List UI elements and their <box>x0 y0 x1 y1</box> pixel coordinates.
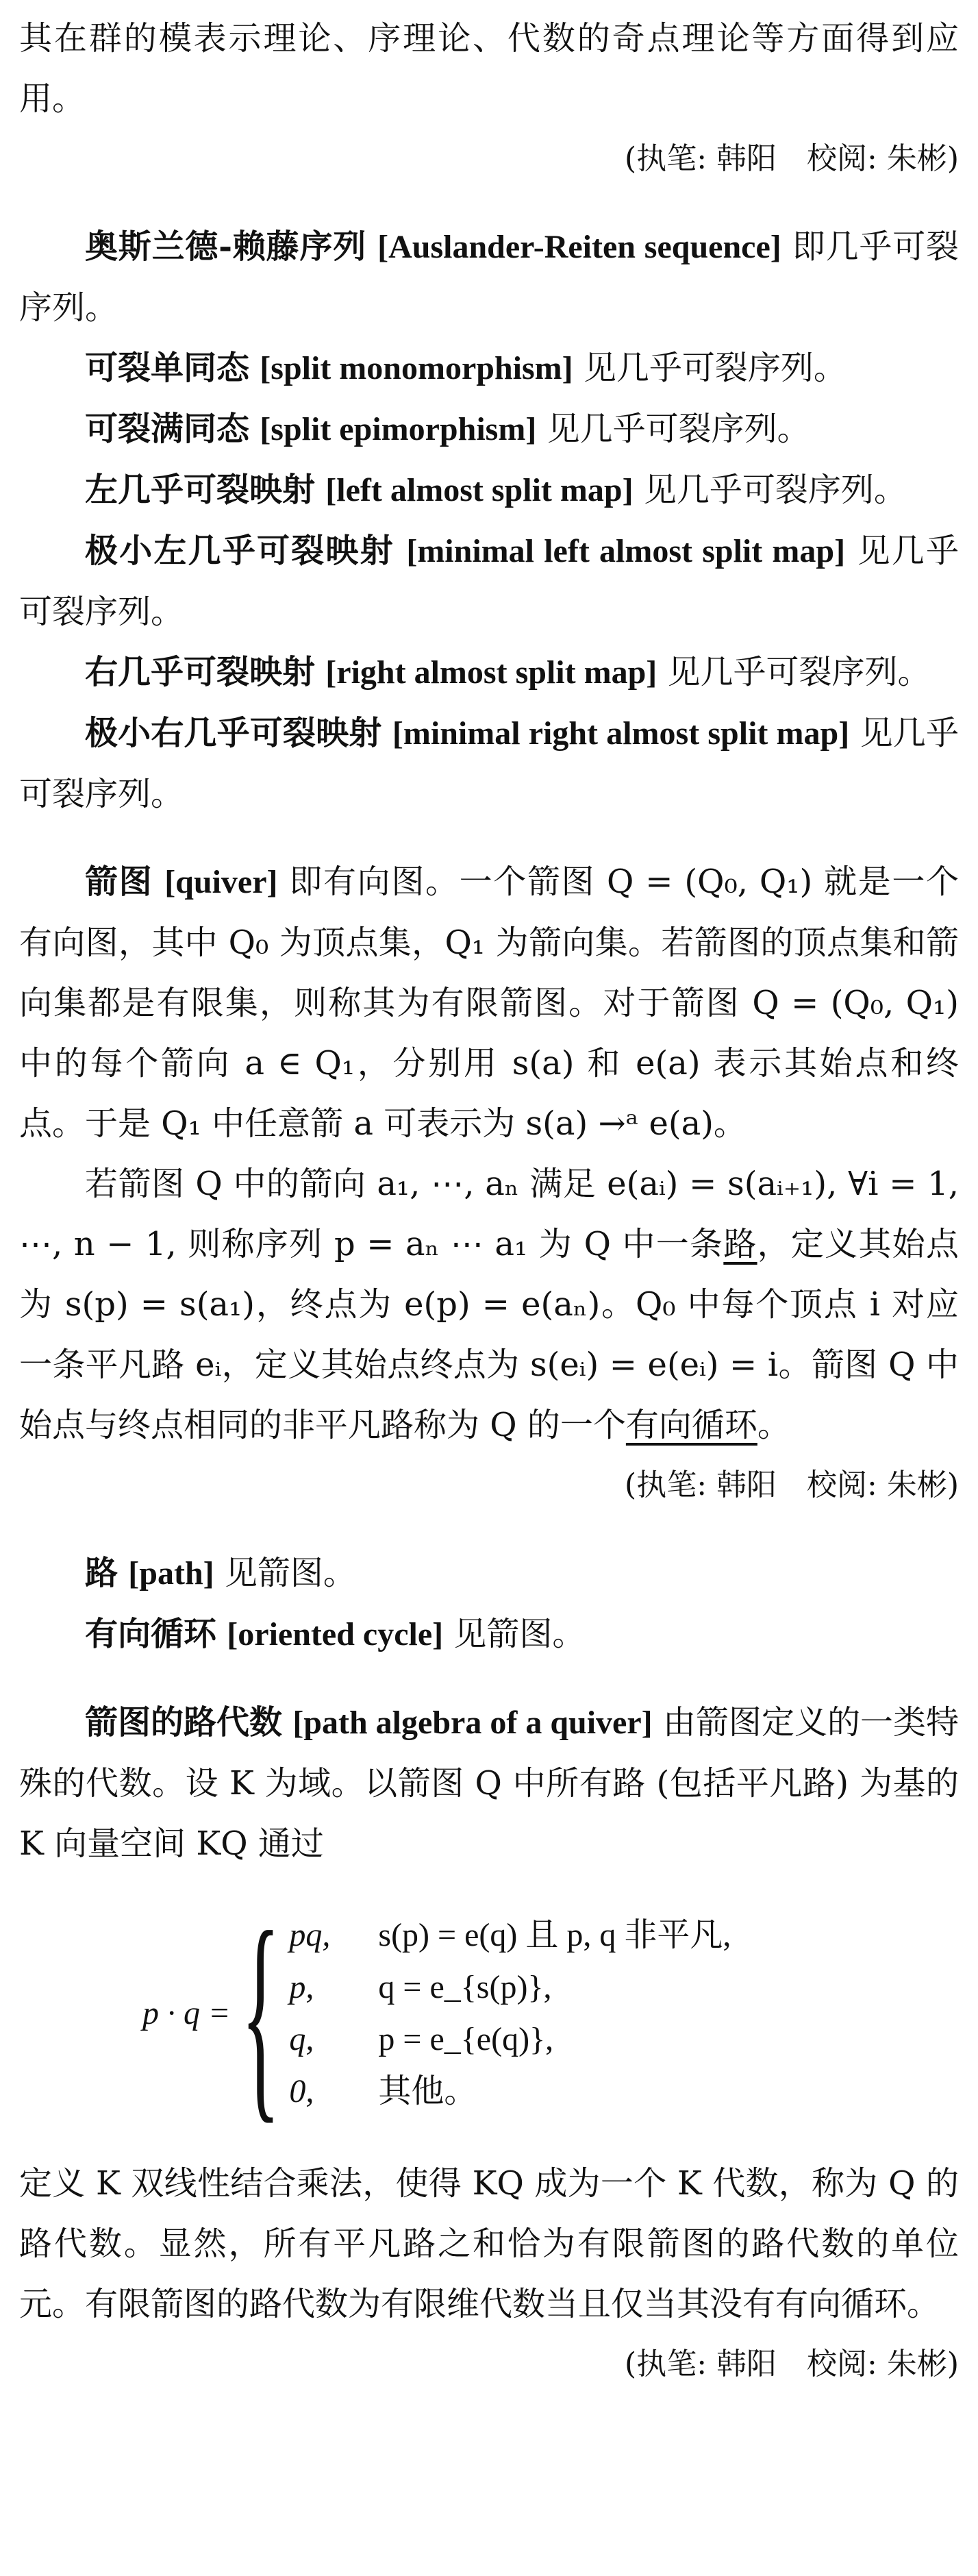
spacer <box>19 824 959 852</box>
entry-right-almost-split: 右几乎可裂映射 [right almost split map] 见几乎可裂序列。 <box>85 653 931 691</box>
path-algebra-paragraph-1: 箭图的路代数 [path algebra of a quiver] 由箭图定义的一类特殊的代数。设 K 为域。以箭图 Q 中所有路 (包括平凡路) 为基的 K 向量空间 KQ 通过 <box>19 1703 959 1863</box>
case-row: p, q = e_{s(p)}, <box>289 1969 552 2005</box>
formula-cases <box>289 1909 731 2118</box>
entry-auslander-reiten: 奥斯兰德-赖藤序列 [Auslander-Reiten sequence] 即几乎可裂序列。 <box>19 227 959 327</box>
entry-left-almost-split: 左几乎可裂映射 [left almost split map] 见几乎可裂序列。 <box>85 471 907 509</box>
intro-paragraph: 其在群的模表示理论、序理论、代数的奇点理论等方面得到应用。 <box>19 19 959 118</box>
spacer <box>19 189 959 216</box>
piecewise-formula <box>142 1884 959 2142</box>
left-brace: { <box>241 1884 281 2142</box>
quiver-credit: (执笔: 韩阳 校阅: 朱彬) <box>625 1467 959 1502</box>
entry-split-mono: 可裂单同态 [split monomorphism] 见几乎可裂序列。 <box>85 349 847 387</box>
oriented-cycle-term-underlined: 有向循环 <box>625 1406 757 1444</box>
entry-minimal-right-almost-split: 极小右几乎可裂映射 [minimal right almost split map] 见几乎可裂序列。 <box>19 714 959 813</box>
path-algebra-paragraph-2: 定义 K 双线性结合乘法，使得 KQ 成为一个 K 代数，称为 Q 的路代数。显然，所有平凡路之和恰为有限箭图的路代数的单位元。有限箭图的路代数为有限维代数当且仅当其没有有向循环。 <box>19 2164 959 2323</box>
path-term-underlined: 路 <box>723 1225 757 1263</box>
case-row: pq, s(p) = e(q) 且 p, q 非平凡, <box>289 1917 731 1953</box>
spacer <box>19 1515 959 1543</box>
quiver-paragraph-1: 箭图 [quiver] 即有向图。一个箭图 Q = (Q₀, Q₁) 就是一个有向图，其中 Q₀ 为顶点集，Q₁ 为箭向集。若箭图的顶点集和箭向集都是有限集，则称其为有限箭图。对于箭图 Q = (Q₀, Q₁) 中的每个箭向 a ∈ Q₁，分别用 s(a) 和 e(a) 表示其始点和终点。于是 Q₁ 中任意箭 a 可表示为 s(a) →ᵃ e(a)。 <box>19 863 959 1143</box>
entry-path: 路 [path] 见箭图。 <box>85 1554 356 1592</box>
quiver-paragraph-2: 若箭图 Q 中的箭向 a₁, ⋯, aₙ 满足 e(aᵢ) = s(aᵢ₊₁), ∀i = 1, ⋯, n − 1, 则称序列 p = aₙ ⋯ a₁ 为 Q 中一条路，定义其始点为 s(p) = s(a₁)，终点为 e(p) = e(aₙ)。Q₀ 中每个顶点 i 对应一条平凡路 eᵢ，定义其始点终点为 s(eᵢ) = e(eᵢ) = i。箭图 Q 中始点与终点相同的非平凡路称为 Q 的一个有向循环。 <box>19 1165 959 1444</box>
case-row: q, p = e_{e(q)}, <box>289 2021 554 2057</box>
ar-entries <box>19 216 959 824</box>
entry-minimal-left-almost-split: 极小左几乎可裂映射 [minimal left almost split map] 见几乎可裂序列。 <box>19 532 959 631</box>
quiver-entry <box>19 852 959 1515</box>
case-row: 0, 其他。 <box>289 2073 477 2109</box>
spacer <box>19 1665 959 1692</box>
intro-credit: (执笔: 韩阳 校阅: 朱彬) <box>625 141 959 176</box>
path-algebra-entry <box>19 1692 959 2394</box>
path-algebra-credit: (执笔: 韩阳 校阅: 朱彬) <box>625 2346 959 2381</box>
path-entries <box>19 1543 959 1665</box>
entry-split-epi: 可裂满同态 [split epimorphism] 见几乎可裂序列。 <box>85 410 810 448</box>
entry-oriented-cycle: 有向循环 [oriented cycle] 见箭图。 <box>85 1615 586 1653</box>
formula-lhs: p · q = <box>142 1995 231 2031</box>
